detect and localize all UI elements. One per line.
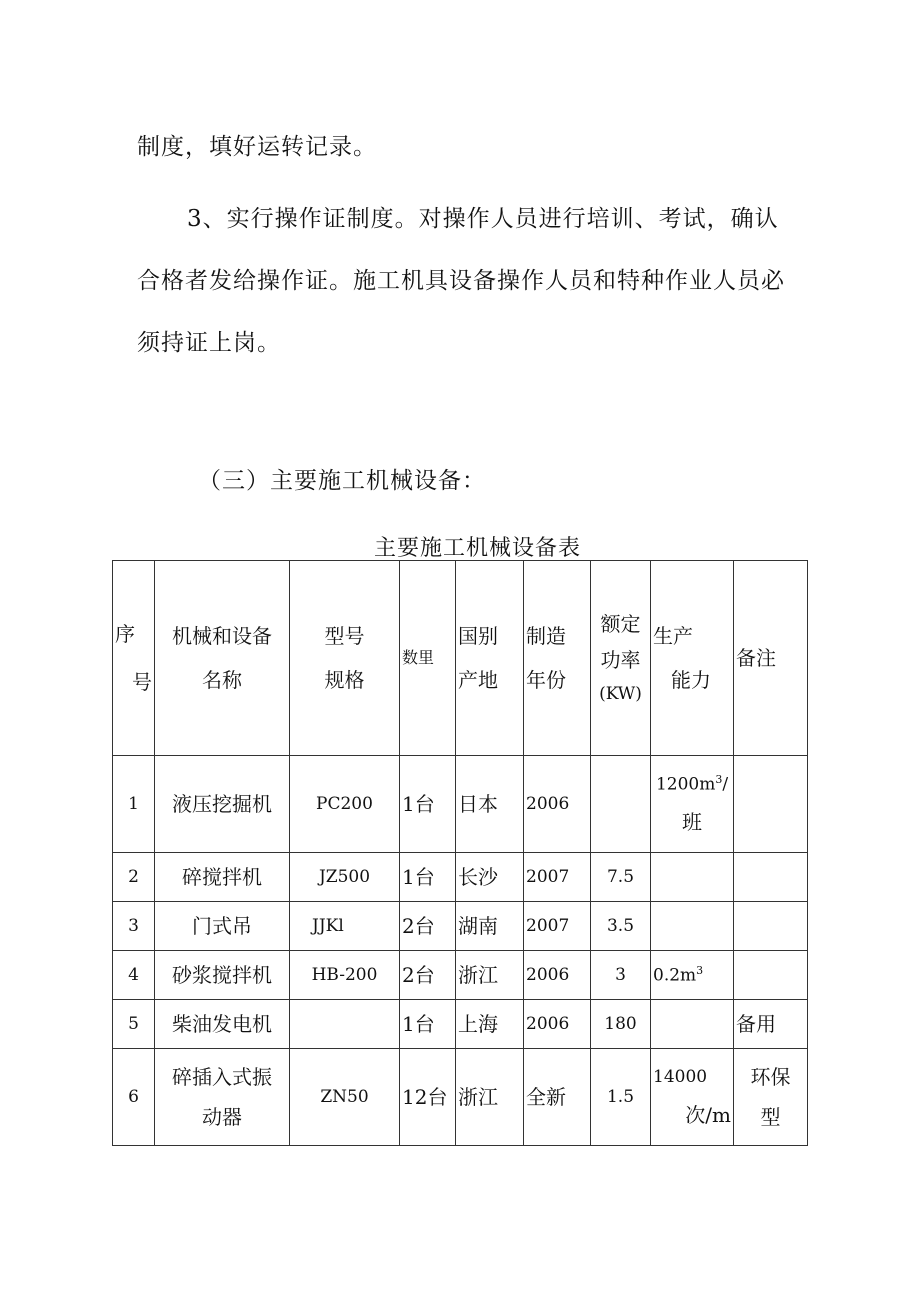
cell-remark xyxy=(734,853,808,902)
section-heading: （三）主要施工机械设备： xyxy=(198,468,486,494)
paragraph-operator-cert-line1: 3、实行操作证制度。对操作人员进行培训、考试，确认 xyxy=(187,206,779,232)
cell-qty: 1台 xyxy=(400,756,456,853)
cell-qty: 2台 xyxy=(400,951,456,1000)
cell-name: 柴油发电机 xyxy=(155,1000,290,1049)
header-seq-line2: 号 xyxy=(132,670,152,694)
header-capacity-line1: 生产 xyxy=(653,624,693,648)
cell-remark-line1: 环保 xyxy=(750,1065,791,1089)
cell-year: 2006 xyxy=(524,951,591,1000)
header-qty: 数里 xyxy=(400,561,456,756)
cell-year: 2007 xyxy=(524,853,591,902)
cell-qty: 12台 xyxy=(400,1049,456,1146)
header-capacity-line2: 能力 xyxy=(671,668,711,692)
capacity-value xyxy=(653,773,731,796)
cell-seq: 4 xyxy=(113,951,155,1000)
header-power xyxy=(591,561,651,756)
cell-name: 液压挖掘机 xyxy=(155,756,290,853)
cell-remark xyxy=(734,756,808,853)
table-row xyxy=(113,1000,808,1049)
cell-seq: 3 xyxy=(113,902,155,951)
cell-origin: 浙江 xyxy=(456,951,524,1000)
cell-seq: 6 xyxy=(113,1049,155,1146)
cell-name xyxy=(155,1049,290,1146)
header-origin-line2: 产地 xyxy=(458,668,498,692)
cell-capacity xyxy=(651,1049,734,1146)
cell-capacity xyxy=(651,756,734,853)
cell-qty: 1台 xyxy=(400,853,456,902)
capacity-number: 0.2m xyxy=(653,965,697,986)
cell-origin: 日本 xyxy=(456,756,524,853)
cell-capacity xyxy=(651,951,734,1000)
header-power-line3: (KW) xyxy=(599,683,642,704)
cell-name-line2: 动器 xyxy=(202,1105,242,1129)
cell-name: 碎搅拌机 xyxy=(155,853,290,902)
header-seq-line1: 序 xyxy=(115,622,135,646)
cell-qty: 1台 xyxy=(400,1000,456,1049)
cell-power: 1.5 xyxy=(591,1049,651,1146)
header-year xyxy=(524,561,591,756)
capacity-number: 14000 xyxy=(653,1066,708,1087)
header-seq xyxy=(113,561,155,756)
cell-model: PC200 xyxy=(290,756,400,853)
table-row xyxy=(113,1049,808,1146)
header-name-line1: 机械和设备 xyxy=(172,624,272,648)
paragraph-record-keeping: 制度，填好运转记录。 xyxy=(137,134,377,160)
cell-power: 3.5 xyxy=(591,902,651,951)
cell-model: JZ500 xyxy=(290,853,400,902)
cell-seq: 2 xyxy=(113,853,155,902)
header-year-line2: 年份 xyxy=(526,668,566,692)
cell-seq: 5 xyxy=(113,1000,155,1049)
cell-name-line1: 碎插入式振 xyxy=(172,1065,272,1089)
cell-origin: 浙江 xyxy=(456,1049,524,1146)
cell-remark xyxy=(734,951,808,1000)
cell-model: JJKl xyxy=(290,902,400,951)
header-name-line2: 名称 xyxy=(202,668,242,692)
cell-capacity xyxy=(651,1000,734,1049)
cell-origin: 上海 xyxy=(456,1000,524,1049)
capacity-unit: 次/m xyxy=(685,1103,731,1128)
cell-capacity xyxy=(651,853,734,902)
equipment-table xyxy=(112,560,808,1146)
cell-year: 2006 xyxy=(524,1000,591,1049)
cell-year: 2006 xyxy=(524,756,591,853)
cell-year: 2007 xyxy=(524,902,591,951)
cell-model xyxy=(290,1000,400,1049)
header-origin xyxy=(456,561,524,756)
header-capacity xyxy=(651,561,734,756)
header-year-line1: 制造 xyxy=(526,624,566,648)
header-model-line2: 规格 xyxy=(324,668,365,692)
table-row xyxy=(113,853,808,902)
capacity-slash: / xyxy=(722,774,729,795)
paragraph-operator-cert-line2: 合格者发给操作证。施工机具设备操作人员和特种作业人员必 xyxy=(137,268,785,294)
capacity-unit-exponent: 3 xyxy=(715,772,723,786)
table-caption: 主要施工机械设备表 xyxy=(374,536,582,561)
capacity-per-shift: 班 xyxy=(682,810,702,835)
cell-remark xyxy=(734,902,808,951)
cell-origin: 湖南 xyxy=(456,902,524,951)
cell-name: 门式吊 xyxy=(155,902,290,951)
cell-origin: 长沙 xyxy=(456,853,524,902)
header-power-line1: 额定 xyxy=(600,611,641,636)
capacity-unit-exponent: 3 xyxy=(696,963,704,977)
cell-remark-line2: 型 xyxy=(760,1105,781,1129)
header-remark: 备注 xyxy=(734,561,808,756)
cell-seq: 1 xyxy=(113,756,155,853)
table-row xyxy=(113,951,808,1000)
header-model xyxy=(290,561,400,756)
cell-qty: 2台 xyxy=(400,902,456,951)
cell-power: 7.5 xyxy=(591,853,651,902)
header-name xyxy=(155,561,290,756)
cell-name: 砂浆搅拌机 xyxy=(155,951,290,1000)
cell-model: ZN50 xyxy=(290,1049,400,1146)
cell-capacity xyxy=(651,902,734,951)
table-row xyxy=(113,756,808,853)
paragraph-operator-cert-line3: 须持证上岗。 xyxy=(137,330,281,356)
header-origin-line1: 国别 xyxy=(458,624,498,648)
table-row xyxy=(113,902,808,951)
header-model-line1: 型号 xyxy=(324,624,365,648)
cell-power xyxy=(591,756,651,853)
cell-remark xyxy=(734,1049,808,1146)
capacity-number: 1200m xyxy=(655,774,716,795)
cell-power: 180 xyxy=(591,1000,651,1049)
cell-year: 全新 xyxy=(524,1049,591,1146)
cell-remark: 备用 xyxy=(734,1000,808,1049)
cell-power: 3 xyxy=(591,951,651,1000)
header-power-line2: 功率 xyxy=(600,647,641,672)
table-header-row xyxy=(113,561,808,756)
cell-model: HB-200 xyxy=(290,951,400,1000)
